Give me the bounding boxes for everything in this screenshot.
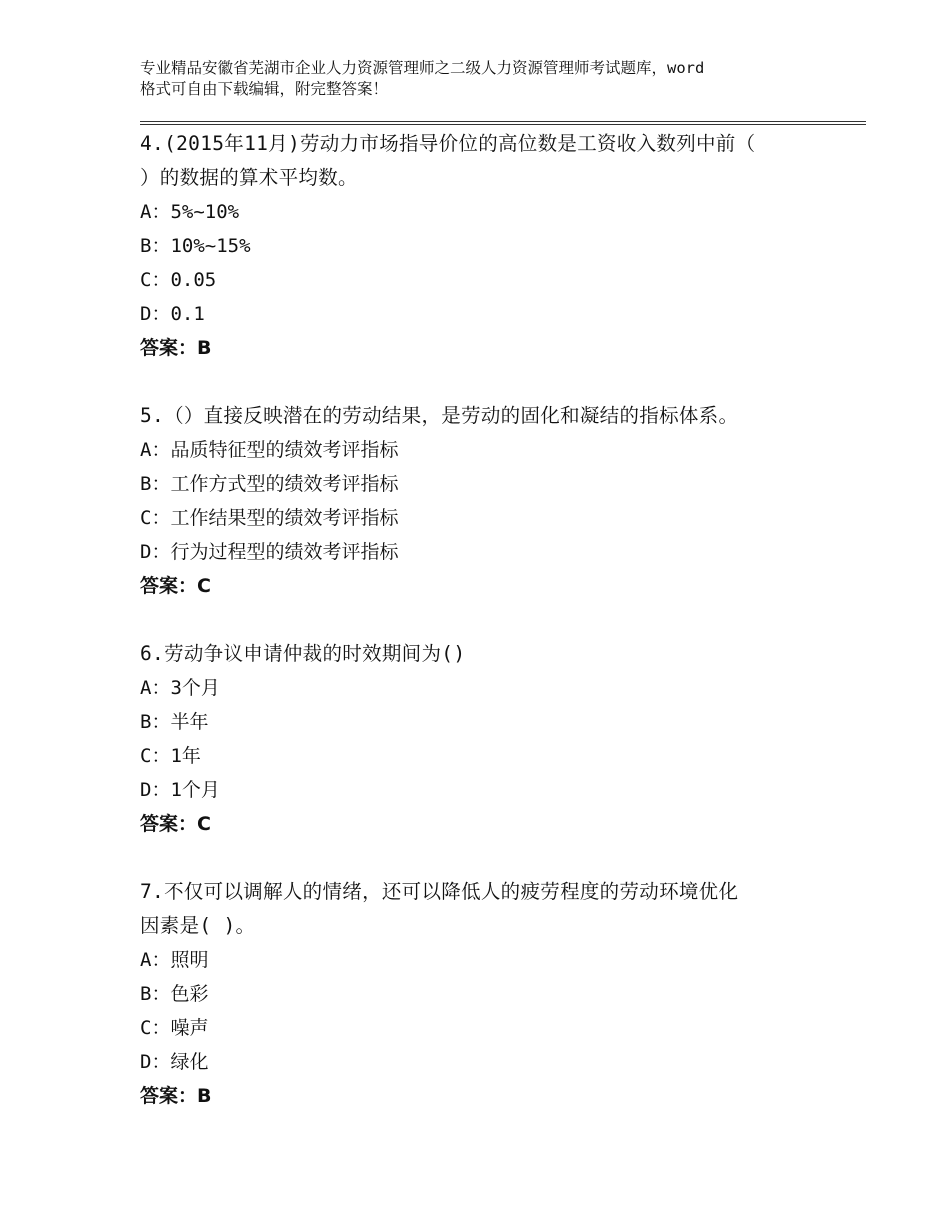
answer-label: 答案：B xyxy=(140,337,212,359)
option-c xyxy=(140,1011,830,1045)
option-b xyxy=(140,977,830,1011)
option-text: 0.1 xyxy=(170,303,205,325)
option-d xyxy=(140,535,830,569)
document-header xyxy=(140,58,830,100)
option-key: D： xyxy=(140,779,171,801)
option-key: B： xyxy=(140,711,171,733)
question-stem-continued: ）的数据的算术平均数。 xyxy=(140,166,358,189)
option-key: C： xyxy=(140,1017,171,1039)
option-text: 色彩 xyxy=(170,983,209,1005)
option-key: C： xyxy=(140,269,171,291)
question-list xyxy=(140,127,830,1113)
option-key: D： xyxy=(140,541,171,563)
question-stem: 7.不仅可以调解人的情绪，还可以降低人的疲劳程度的劳动环境优化 xyxy=(140,880,739,903)
option-key: B： xyxy=(140,235,171,257)
header-line-2: 格式可自由下载编辑，附完整答案！ xyxy=(140,80,389,98)
question-stem: 5.（）直接反映潜在的劳动结果，是劳动的固化和凝结的指标体系。 xyxy=(140,404,739,427)
question-5 xyxy=(140,399,830,603)
question-4 xyxy=(140,127,830,365)
option-key: D： xyxy=(140,303,171,325)
option-text: 1年 xyxy=(170,745,201,767)
option-key: A： xyxy=(140,439,171,461)
header-line-1: 专业精品安徽省芜湖市企业人力资源管理师之二级人力资源管理师考试题库，word xyxy=(140,59,705,77)
option-a xyxy=(140,671,830,705)
option-text: 1个月 xyxy=(170,779,220,801)
option-text: 噪声 xyxy=(170,1017,209,1039)
option-key: B： xyxy=(140,473,171,495)
option-text: 3个月 xyxy=(170,677,220,699)
option-key: D： xyxy=(140,1051,171,1073)
option-a xyxy=(140,433,830,467)
option-text: 半年 xyxy=(170,711,209,733)
question-spacer xyxy=(140,365,830,399)
question-stem: 6.劳动争议申请仲裁的时效期间为() xyxy=(140,642,466,665)
option-key: B： xyxy=(140,983,171,1005)
answer-label: 答案：B xyxy=(140,1085,212,1107)
option-a xyxy=(140,943,830,977)
question-7 xyxy=(140,875,830,1113)
option-d xyxy=(140,1045,830,1079)
option-b xyxy=(140,229,830,263)
option-key: A： xyxy=(140,949,171,971)
option-text: 10%~15% xyxy=(170,235,251,257)
option-text: 行为过程型的绩效考评指标 xyxy=(170,541,399,563)
option-text: 5%~10% xyxy=(170,201,240,223)
header-divider-bottom xyxy=(140,124,866,125)
option-key: A： xyxy=(140,677,171,699)
question-spacer xyxy=(140,841,830,875)
option-text: 品质特征型的绩效考评指标 xyxy=(170,439,399,461)
option-d xyxy=(140,297,830,331)
option-key: C： xyxy=(140,745,171,767)
option-b xyxy=(140,705,830,739)
option-c xyxy=(140,501,830,535)
question-spacer xyxy=(140,603,830,637)
option-text: 绿化 xyxy=(170,1051,209,1073)
answer-label: 答案：C xyxy=(140,813,211,835)
option-a xyxy=(140,195,830,229)
option-text: 工作方式型的绩效考评指标 xyxy=(170,473,399,495)
question-stem-continued: 因素是( )。 xyxy=(140,914,256,937)
option-b xyxy=(140,467,830,501)
option-text: 照明 xyxy=(170,949,209,971)
option-key: C： xyxy=(140,507,171,529)
header-divider-top xyxy=(140,121,866,122)
option-key: A： xyxy=(140,201,171,223)
option-text: 0.05 xyxy=(170,269,217,291)
answer-label: 答案：C xyxy=(140,575,211,597)
question-6 xyxy=(140,637,830,841)
question-stem: 4.(2015年11月)劳动力市场指导价位的高位数是工资收入数列中前（ xyxy=(140,132,756,155)
option-d xyxy=(140,773,830,807)
option-text: 工作结果型的绩效考评指标 xyxy=(170,507,399,529)
option-c xyxy=(140,739,830,773)
option-c xyxy=(140,263,830,297)
